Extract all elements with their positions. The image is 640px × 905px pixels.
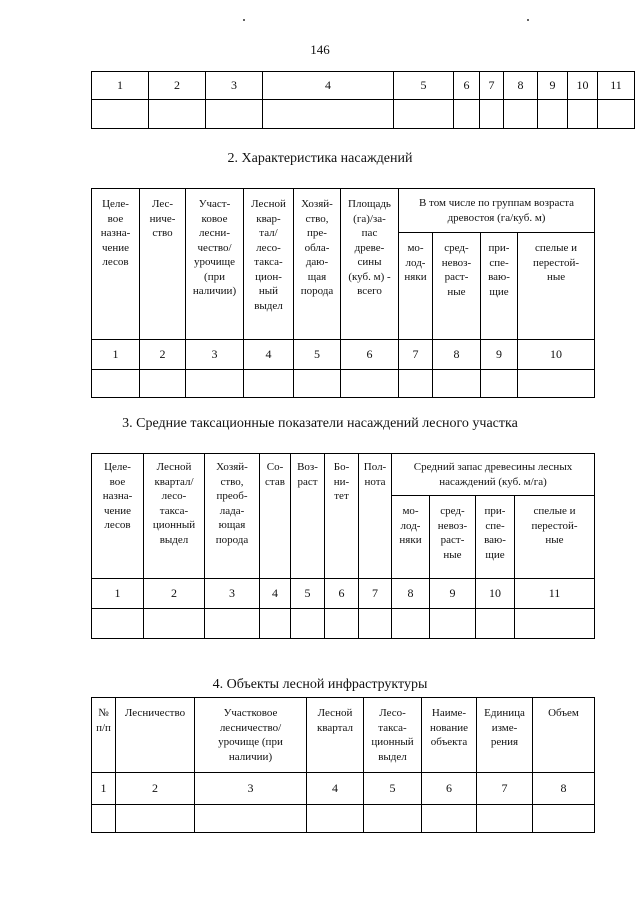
header-volume: Объем	[533, 698, 595, 773]
table-forest-infrastructure	[91, 697, 595, 833]
column-number: 9	[430, 579, 476, 609]
column-number: 5	[364, 773, 422, 805]
header-plot: Лесо- такса- ционный выдел	[364, 698, 422, 773]
column-number: 9	[538, 72, 568, 100]
header-item-number: № п/п	[92, 698, 116, 773]
column-number: 2	[116, 773, 195, 805]
empty-cell[interactable]	[116, 805, 195, 833]
column-number: 6	[422, 773, 477, 805]
header-age: Воз- раст	[291, 454, 325, 579]
section-4-title: 4. Объекты лесной инфраструктуры	[212, 677, 428, 692]
column-number: 6	[454, 72, 480, 100]
empty-cell[interactable]	[538, 100, 568, 129]
section-3-title: 3. Средние таксационные показатели насаждений лесного участка	[122, 416, 518, 431]
empty-cell[interactable]	[195, 805, 307, 833]
column-number: 2	[149, 72, 206, 100]
empty-cell[interactable]	[430, 609, 476, 639]
column-number: 8	[504, 72, 538, 100]
empty-cell[interactable]	[399, 370, 433, 398]
empty-cell[interactable]	[294, 370, 341, 398]
column-number: 8	[433, 340, 481, 370]
empty-cell[interactable]	[568, 100, 598, 129]
empty-cell[interactable]	[433, 370, 481, 398]
empty-cell[interactable]	[533, 805, 595, 833]
column-number: 4	[307, 773, 364, 805]
header-maturing: при- спе- ваю- щие	[476, 496, 515, 579]
header-mature-overmature: спелые и перестой- ные	[515, 496, 595, 579]
header-middle-aged: сред- невоз- раст- ные	[433, 233, 481, 340]
header-maturing: при- спе- ваю- щие	[481, 233, 518, 340]
column-number: 4	[263, 72, 394, 100]
header-composition: Со- став	[260, 454, 291, 579]
empty-cell[interactable]	[260, 609, 291, 639]
empty-cell[interactable]	[598, 100, 635, 129]
empty-cell[interactable]	[480, 100, 504, 129]
header-district-forestry: Участковое лесничество/ урочище (при наличии)	[195, 698, 307, 773]
empty-cell[interactable]	[205, 609, 260, 639]
empty-cell[interactable]	[291, 609, 325, 639]
header-forestry: Лес- ниче- ство	[140, 189, 186, 340]
column-number: 2	[140, 340, 186, 370]
empty-cell[interactable]	[92, 609, 144, 639]
empty-cell[interactable]	[149, 100, 206, 129]
table-stand-characteristics	[91, 188, 595, 398]
scan-dot	[243, 19, 245, 21]
empty-cell[interactable]	[244, 370, 294, 398]
empty-cell[interactable]	[477, 805, 533, 833]
column-number: 7	[477, 773, 533, 805]
empty-cell[interactable]	[518, 370, 595, 398]
column-number: 1	[92, 340, 140, 370]
header-dominant-species: Хозяй- ство, пре- обла- даю- щая порода	[294, 189, 341, 340]
column-number: 7	[399, 340, 433, 370]
empty-cell[interactable]	[504, 100, 538, 129]
empty-cell[interactable]	[476, 609, 515, 639]
column-number: 7	[480, 72, 504, 100]
empty-cell[interactable]	[92, 370, 140, 398]
column-number: 1	[92, 773, 116, 805]
column-number: 11	[515, 579, 595, 609]
column-number: 9	[481, 340, 518, 370]
column-number: 3	[205, 579, 260, 609]
header-purpose: Целе- вое назна- чение лесов	[92, 189, 140, 340]
header-object-name: Наиме- нование объекта	[422, 698, 477, 773]
empty-cell[interactable]	[359, 609, 392, 639]
column-number: 2	[144, 579, 205, 609]
column-number: 5	[294, 340, 341, 370]
empty-cell[interactable]	[341, 370, 399, 398]
column-number: 11	[598, 72, 635, 100]
page-number: 146	[310, 42, 330, 57]
column-number: 10	[518, 340, 595, 370]
column-number: 10	[476, 579, 515, 609]
empty-cell[interactable]	[392, 609, 430, 639]
empty-cell[interactable]	[307, 805, 364, 833]
section-2-title: 2. Характеристика насаждений	[227, 151, 413, 166]
column-number: 4	[244, 340, 294, 370]
empty-cell[interactable]	[144, 609, 205, 639]
header-average-stock: Средний запас древесины лесных насаждений (куб. м/га)	[392, 454, 595, 496]
empty-cell[interactable]	[394, 100, 454, 129]
empty-cell[interactable]	[92, 805, 116, 833]
header-quarter: Лесной квартал	[307, 698, 364, 773]
header-middle-aged: сред- невоз- раст- ные	[430, 496, 476, 579]
header-young: мо- лод- няки	[392, 496, 430, 579]
empty-cell[interactable]	[422, 805, 477, 833]
empty-cell[interactable]	[186, 370, 244, 398]
empty-cell[interactable]	[515, 609, 595, 639]
column-number: 5	[291, 579, 325, 609]
header-forestry: Лесничество	[116, 698, 195, 773]
column-number: 4	[260, 579, 291, 609]
header-mature-overmature: спелые и перестой- ные	[518, 233, 595, 340]
header-dominant-species: Хозяй- ство, преоб- лада- ющая порода	[205, 454, 260, 579]
column-number: 6	[325, 579, 359, 609]
empty-cell[interactable]	[481, 370, 518, 398]
empty-cell[interactable]	[206, 100, 263, 129]
column-number: 6	[341, 340, 399, 370]
header-area-stock: Площадь (га)/за- пас древе- сины (куб. м) - всего	[341, 189, 399, 340]
header-purpose: Целе- вое назна- чение лесов	[92, 454, 144, 579]
table-average-indicators	[91, 453, 595, 639]
empty-cell[interactable]	[454, 100, 480, 129]
column-number: 8	[392, 579, 430, 609]
header-unit: Единица изме- рения	[477, 698, 533, 773]
header-quarter-plot: Лесной квар- тал/ лесо- такса- цион- ный выдел	[244, 189, 294, 340]
column-number: 3	[186, 340, 244, 370]
header-district-forestry: Участ- ковое лесни- чество/ урочище (при наличии)	[186, 189, 244, 340]
header-site-class: Бо- ни- тет	[325, 454, 359, 579]
header-young: мо- лод- няки	[399, 233, 433, 340]
table-continuation	[91, 71, 635, 129]
column-number: 7	[359, 579, 392, 609]
header-density: Пол- нота	[359, 454, 392, 579]
column-number: 8	[533, 773, 595, 805]
header-quarter-plot: Лесной квартал/ лесо- такса- ционный выдел	[144, 454, 205, 579]
column-number: 3	[195, 773, 307, 805]
scan-dot	[527, 19, 529, 21]
empty-cell[interactable]	[263, 100, 394, 129]
column-number: 1	[92, 72, 149, 100]
header-age-groups: В том числе по группам возраста древостоя (га/куб. м)	[399, 189, 595, 233]
empty-cell[interactable]	[364, 805, 422, 833]
empty-cell[interactable]	[325, 609, 359, 639]
column-number: 5	[394, 72, 454, 100]
empty-cell[interactable]	[92, 100, 149, 129]
column-number: 1	[92, 579, 144, 609]
empty-cell[interactable]	[140, 370, 186, 398]
column-number: 10	[568, 72, 598, 100]
column-number: 3	[206, 72, 263, 100]
